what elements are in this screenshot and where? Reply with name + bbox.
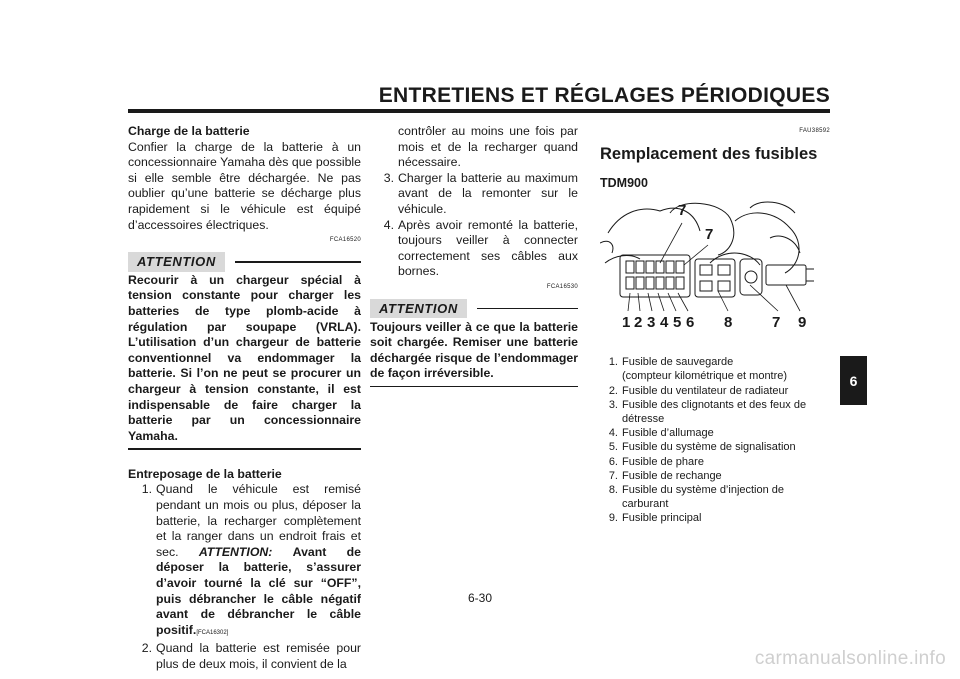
column-2 xyxy=(370,124,578,387)
legend-text: Fusible de rechange xyxy=(622,469,722,482)
attention-rule-1 xyxy=(235,261,361,263)
step-text xyxy=(156,482,361,641)
legend-number: 9. xyxy=(608,512,618,525)
legend-number: 3. xyxy=(608,398,618,411)
page-number: 6-30 xyxy=(468,591,493,605)
step1-text: Quand le véhicule est remisé pendant un mois ou plus, déposer la batterie, la recharger complètement et la ranger dans un endroit frais et sec. xyxy=(156,482,361,559)
attention-code-2: FCA16530 xyxy=(546,283,578,290)
legend-number: 6. xyxy=(608,455,618,468)
charge-paragraph: Confier la charge de la batterie à un concessionnaire Yamaha dès que possible si elle semble être déchargée. Ne pas oublier qu’une batterie se décharge plus rapidement si le véhicule est équipé d’accessoires électriques. xyxy=(128,139,361,232)
diagram-label-6: 6 xyxy=(686,314,695,332)
step-number: 3. xyxy=(383,170,394,185)
storage-heading: Entreposage de la batterie xyxy=(128,466,282,481)
legend-number: 2. xyxy=(608,384,618,397)
list-item xyxy=(600,469,830,483)
legend-number: 1. xyxy=(608,356,618,369)
step-text: Charger la batterie au maximum avant de la remonter sur le véhicule. xyxy=(398,170,578,216)
diagram-label-4: 4 xyxy=(660,314,669,332)
list-item xyxy=(600,426,830,440)
attention-code-1: FCA16520 xyxy=(329,237,361,244)
diagram-label-2: 2 xyxy=(634,314,643,332)
step1-attention-text: Avant de déposer la batterie, s’assurer d’avoir tourné la clé sur “OFF”, puis débrancher le câble négatif avant de débrancher le câble positif. xyxy=(156,544,362,637)
legend-text: Fusible de sauvegarde (compteur kilométrique et montre) xyxy=(622,356,788,383)
list-item xyxy=(128,641,361,672)
list-item xyxy=(600,440,830,454)
step1-attention-label: ATTENTION: xyxy=(198,544,273,559)
step-text: Après avoir remonté la batterie, toujours veiller à connecter correctement ses câbles aux bornes. xyxy=(398,217,578,279)
step1-code: [FCA16302] xyxy=(196,629,229,636)
list-item xyxy=(600,483,830,511)
diagram-label-7: 7 xyxy=(772,314,781,332)
step-number: 1. xyxy=(141,482,152,497)
list-item xyxy=(600,511,830,525)
fuse-box-diagram xyxy=(600,193,820,341)
list-item xyxy=(600,384,830,398)
attention-banner-1 xyxy=(128,251,361,273)
list-item xyxy=(370,171,578,218)
legend-number: 7. xyxy=(608,469,618,482)
diagram-label-1: 1 xyxy=(622,314,631,332)
diagram-label-5: 5 xyxy=(673,314,682,332)
legend-text: Fusible du ventilateur de radiateur xyxy=(622,384,789,397)
storage-steps xyxy=(128,482,361,672)
header-rule xyxy=(128,109,830,113)
attention-rule-2 xyxy=(477,308,578,310)
fuse-legend xyxy=(600,355,830,525)
list-item xyxy=(128,482,361,641)
column-1 xyxy=(128,124,361,673)
list-item xyxy=(600,455,830,469)
section-title: Remplacement des fusibles xyxy=(600,144,818,163)
attention-text-2: Toujours veiller à ce que la batterie soit chargée. Remiser une batterie déchargée risque de l’endommager de façon irréversible. xyxy=(370,319,578,381)
legend-text: Fusible des clignotants et des feux de détresse xyxy=(622,398,807,425)
attention-badge-1: ATTENTION xyxy=(128,252,225,272)
attention-badge-2: ATTENTION xyxy=(370,299,467,319)
step2-continuation: contrôler au moins une fois par mois et de la recharger quand nécessaire. xyxy=(398,124,578,170)
diagram-label-top-7a: 7 xyxy=(678,202,687,220)
list-item xyxy=(600,398,830,426)
storage-steps-cont xyxy=(370,171,578,280)
attention-banner-2 xyxy=(370,298,578,320)
step-number: 2. xyxy=(141,641,152,656)
legend-number: 4. xyxy=(608,427,618,440)
charge-heading: Charge de la batterie xyxy=(128,124,250,138)
section-code: FAU38592 xyxy=(799,128,830,134)
attention-end-rule-2 xyxy=(370,386,578,388)
list-item xyxy=(370,218,578,280)
column-3 xyxy=(600,124,830,526)
legend-number: 8. xyxy=(608,484,618,497)
legend-text: Fusible de phare xyxy=(622,455,704,468)
legend-number: 5. xyxy=(608,441,618,454)
diagram-label-3: 3 xyxy=(647,314,656,332)
chapter-tab: 6 xyxy=(840,356,867,405)
legend-text: Fusible du système d’injection de carburant xyxy=(622,484,785,511)
diagram-label-8: 8 xyxy=(724,314,733,332)
legend-text: Fusible du système de signalisation xyxy=(622,441,796,454)
diagram-label-9: 9 xyxy=(798,314,807,332)
attention-end-rule-1 xyxy=(128,448,361,450)
legend-text: Fusible d’allumage xyxy=(622,427,714,440)
step-text: Quand la batterie est remisée pour plus de deux mois, il convient de la xyxy=(156,641,361,671)
model-label: TDM900 xyxy=(600,175,648,190)
watermark: carmanualsonline.info xyxy=(754,648,946,669)
page-header-title: ENTRETIENS ET RÉGLAGES PÉRIODIQUES xyxy=(378,84,830,107)
step-number: 4. xyxy=(383,217,394,232)
legend-text: Fusible principal xyxy=(622,512,702,525)
attention-text-1: Recourir à un chargeur spécial à tension constante pour charger les batteries de type plomb-acide à régulation par soupape (VRLA). L’utilisation d’un chargeur de batterie conventionnel va endommager la batterie. Si l’on ne peut se procurer un chargeur à tension constante, il est indispensable de faire charger la batterie par un concessionnaire Yamaha. xyxy=(128,272,361,443)
list-item xyxy=(600,355,830,383)
diagram-label-top-7b: 7 xyxy=(705,226,714,244)
